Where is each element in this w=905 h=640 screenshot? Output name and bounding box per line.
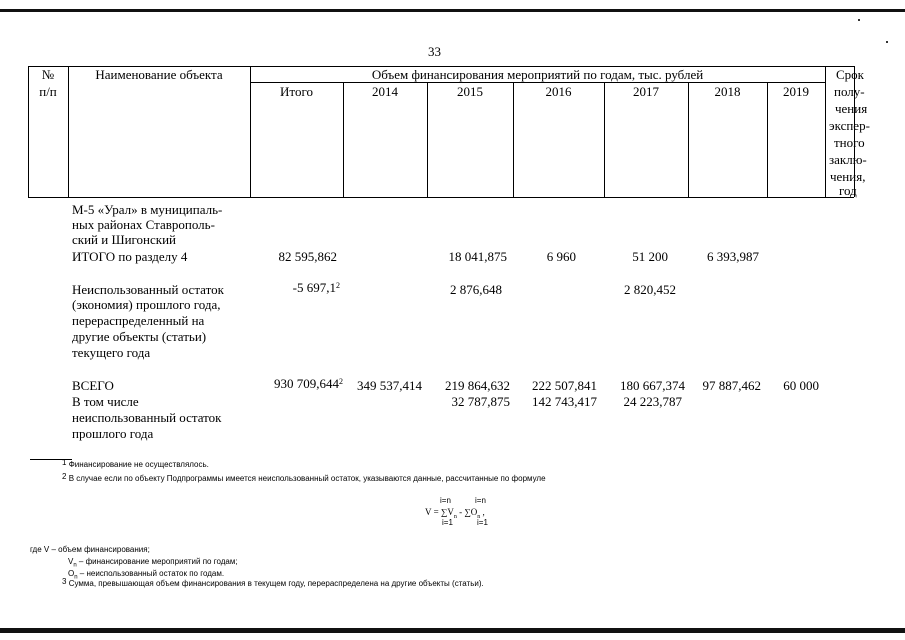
where-v: где V – объем финансирования; [30,545,150,554]
header-volume: Объем финансирования мероприятий по годам, тыс. рублей [371,67,704,82]
incl-2015: 32 787,875 [451,394,510,409]
header-no: № [41,67,55,82]
itogo-total: 82 595,862 [278,249,337,264]
vsego-label: ВСЕГО [72,378,114,393]
vsego-2019: 60 000 [783,378,819,393]
where-on: $O_n$ – неиспользованный остаток по годам. [68,569,225,581]
itogo-2016: 6 960 [546,249,576,264]
header-total: Итого [280,84,313,99]
where-vn: $V_n$ – финансирование мероприятий по годам; [68,557,238,569]
speck [858,19,860,21]
header-name: Наименование объекта [95,67,223,82]
footnote-3: $^3$ Сумма, превышающая объем финансирования в текущем году, перераспределена на другие объекты (статьи). [62,577,484,588]
itogo-2018: 6 393,987 [707,249,759,264]
vsego-2018: 97 887,462 [702,378,761,393]
vsego-total: 930 709,644$^2$ [274,376,343,391]
incl-2017: 24 223,787 [623,394,682,409]
speck [886,41,888,43]
remainder-2017: 2 820,452 [624,282,676,297]
header-2017: 2017 [633,84,659,99]
footnote-1: $^1$ Финансирование не осуществлялось. [62,458,209,469]
header-2018: 2018 [714,84,741,99]
itogo-label: ИТОГО по разделу 4 [72,249,188,264]
header-2014: 2014 [372,84,398,99]
vsego-2014: 349 537,414 [357,378,422,393]
header-2016: 2016 [545,84,572,99]
vsego-2017: 180 667,374 [620,378,685,393]
itogo-2015: 18 041,875 [448,249,507,264]
header-2019: 2019 [783,84,809,99]
header-2015: 2015 [457,84,483,99]
bottom-border [0,628,905,633]
footnote-2: $^2$ В случае если по объекту Подпрограммы имеется неиспользованный остаток, указываются данные, рассчитанные по формуле [62,472,546,483]
header-pp: п/п [39,84,57,99]
top-border [0,9,905,12]
vsego-2015: 219 864,632 [445,378,510,393]
incl-2016: 142 743,417 [532,394,597,409]
itogo-2017: 51 200 [632,249,668,264]
page-number: 33 [428,44,441,59]
remainder-total: -5 697,1$^2$ [292,280,340,295]
remainder-2015: 2 876,648 [450,282,502,297]
vsego-2016: 222 507,841 [532,378,597,393]
